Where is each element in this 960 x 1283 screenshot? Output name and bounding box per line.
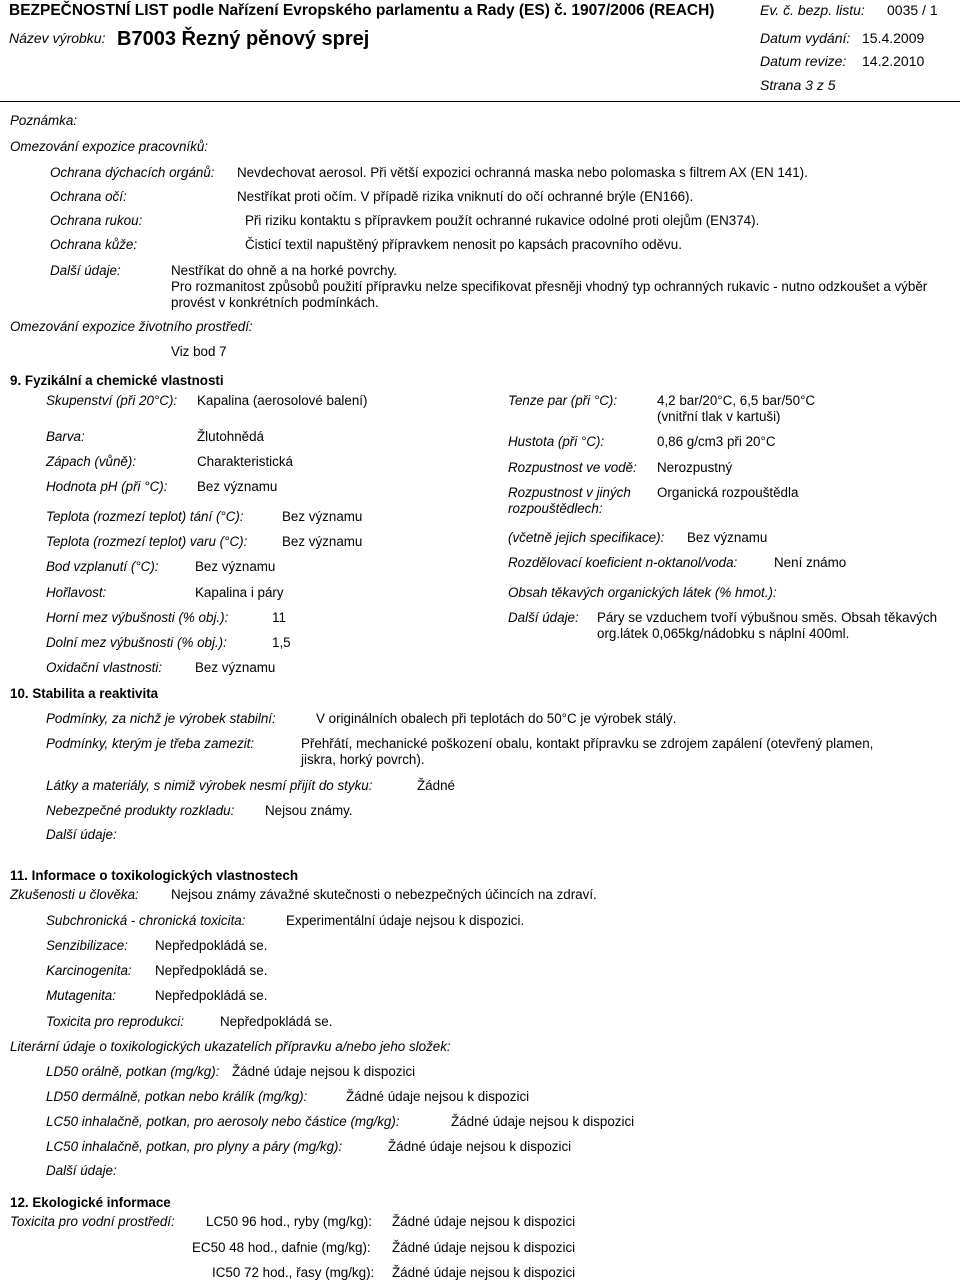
issued-label: Datum vydání: xyxy=(760,30,851,46)
carcinogenicity-label: Karcinogenita: xyxy=(46,963,132,978)
stable-conditions-label: Podmínky, za nichž je výrobek stabilní: xyxy=(46,711,276,726)
hands-value: Při riziku kontaktu s přípravkem použít ochranné rukavice odolné proti olejům (EN374). xyxy=(245,213,760,228)
ev-number-value: 0035 / 1 xyxy=(887,2,938,18)
ph-label: Hodnota pH (při °C): xyxy=(46,479,168,494)
daphnia-label: EC50 48 hod., dafnie (mg/kg): xyxy=(192,1240,371,1255)
page-indicator: Strana 3 z 5 xyxy=(760,77,836,93)
carcinogenicity-value: Nepředpokládá se. xyxy=(155,963,268,978)
issued-value: 15.4.2009 xyxy=(862,30,925,46)
stable-conditions-value: V originálních obalech při teplotách do 50°C je výrobek stálý. xyxy=(316,711,677,726)
skin-label: Ochrana kůže: xyxy=(50,237,138,252)
oxidizing-label: Oxidační vlastnosti: xyxy=(46,660,163,675)
color-value: Žlutohnědá xyxy=(197,429,265,444)
header-divider xyxy=(0,101,960,102)
respiratory-value: Nevdechovat aerosol. Při větší expozici ochranná maska nebo polomaska s filtrem AX (EN 141). xyxy=(237,165,808,180)
algae-label: IC50 72 hod., řasy (mg/kg): xyxy=(212,1265,375,1280)
voc-label: Obsah těkavých organických látek (% hmot.): xyxy=(508,585,777,600)
aquatic-toxicity-label: Toxicita pro vodní prostředí: xyxy=(10,1214,175,1229)
upper-limit-label: Horní mez výbušnosti (% obj.): xyxy=(46,610,229,625)
lc50-aerosol-label: LC50 inhalačně, potkan, pro aerosoly nebo částice (mg/kg): xyxy=(46,1114,400,1129)
revision-value: 14.2.2010 xyxy=(862,53,925,69)
s9-other-label: Další údaje: xyxy=(508,610,579,625)
ld50-oral-label: LD50 orálně, potkan (mg/kg): xyxy=(46,1064,220,1079)
density-value: 0,86 g/cm3 při 20°C xyxy=(657,434,776,449)
odor-label: Zápach (vůně): xyxy=(46,454,137,469)
avoid-conditions-label: Podmínky, kterým je třeba zamezit: xyxy=(46,736,255,751)
oxidizing-value: Bez významu xyxy=(195,660,276,675)
water-solubility-value: Nerozpustný xyxy=(657,460,733,475)
reproductive-label: Toxicita pro reprodukci: xyxy=(46,1014,184,1029)
ld50-oral-value: Žádné údaje nejsou k dispozici xyxy=(232,1064,416,1079)
section-11-heading: 11. Informace o toxikologických vlastnostech xyxy=(10,868,298,883)
product-name: B7003 Řezný pěnový sprej xyxy=(117,28,370,50)
density-label: Hustota (při °C): xyxy=(508,434,605,449)
boil-label: Teplota (rozmezí teplot) varu (°C): xyxy=(46,534,248,549)
human-experience-label: Zkušenosti u člověka: xyxy=(10,887,139,902)
s11-other-label: Další údaje: xyxy=(46,1163,117,1178)
incompatible-value: Žádné xyxy=(417,778,455,793)
sensitization-label: Senzibilizace: xyxy=(46,938,128,953)
state-label: Skupenství (při 20°C): xyxy=(46,393,178,408)
decomposition-value: Nejsou známy. xyxy=(265,803,353,818)
sensitization-value: Nepředpokládá se. xyxy=(155,938,268,953)
state-value: Kapalina (aerosolové balení) xyxy=(197,393,368,408)
incompatible-label: Látky a materiály, s nimiž výrobek nesmí přijít do styku: xyxy=(46,778,373,793)
reproductive-value: Nepředpokládá se. xyxy=(220,1014,333,1029)
melt-label: Teplota (rozmezí teplot) tání (°C): xyxy=(46,509,244,524)
section-10-heading: 10. Stabilita a reaktivita xyxy=(10,686,159,701)
color-label: Barva: xyxy=(46,429,85,444)
other-value-1: Nestříkat do ohně a na horké povrchy. xyxy=(171,263,398,278)
solvent-solubility-label-1: Rozpustnost v jiných xyxy=(508,485,631,500)
section-9-heading: 9. Fyzikální a chemické vlastnosti xyxy=(10,373,224,388)
lc50-gas-value: Žádné údaje nejsou k dispozici xyxy=(388,1139,572,1154)
flammability-value: Kapalina i páry xyxy=(195,585,284,600)
other-value-2: Pro rozmanitost způsobů použití přípravku nelze specifikovat přesněji vhodný typ ochranných rukavic - nutno odzkoušet a výběr provést v konkrétních podmínkách. xyxy=(171,279,928,311)
eyes-value: Nestříkat proti očím. V případě rizika vniknutí do očí ochranné brýle (EN166). xyxy=(237,189,694,204)
ph-value: Bez významu xyxy=(197,479,278,494)
mutagenicity-label: Mutagenita: xyxy=(46,988,116,1003)
subchronic-label: Subchronická - chronická toxicita: xyxy=(46,913,246,928)
env-exposure-value: Viz bod 7 xyxy=(171,344,227,359)
product-label: Název výrobku: xyxy=(9,30,106,46)
algae-value: Žádné údaje nejsou k dispozici xyxy=(392,1265,576,1280)
sheet-title: BEZPEČNOSTNÍ LIST podle Nařízení Evropského parlamentu a Rady (ES) č. 1907/2006 (REACH) xyxy=(9,2,715,19)
lc50-gas-label: LC50 inhalačně, potkan, pro plyny a páry (mg/kg): xyxy=(46,1139,343,1154)
lower-limit-value: 1,5 xyxy=(272,635,291,650)
odor-value: Charakteristická xyxy=(197,454,293,469)
ev-number-label: Ev. č. bezp. listu: xyxy=(760,2,865,18)
fish-label: LC50 96 hod., ryby (mg/kg): xyxy=(206,1214,372,1229)
human-experience-value: Nejsou známy závažné skutečnosti o nebezpečných účincích na zdraví. xyxy=(171,887,597,902)
hands-label: Ochrana rukou: xyxy=(50,213,143,228)
env-exposure-label: Omezování expozice životního prostředí: xyxy=(10,319,253,334)
water-solubility-label: Rozpustnost ve vodě: xyxy=(508,460,637,475)
solvent-solubility-value: Organická rozpouštědla xyxy=(657,485,799,500)
exposure-workers-label: Omezování expozice pracovníků: xyxy=(10,139,208,154)
melt-value: Bez významu xyxy=(282,509,363,524)
lower-limit-label: Dolní mez výbušnosti (% obj.): xyxy=(46,635,227,650)
literature-label: Literární údaje o toxikologických ukazatelích přípravku a/nebo jeho složek: xyxy=(10,1039,451,1054)
ld50-dermal-label: LD50 dermálně, potkan nebo králík (mg/kg): xyxy=(46,1089,308,1104)
solvent-solubility-label-2: rozpouštědlech: xyxy=(508,501,603,516)
flash-label: Bod vzplanutí (°C): xyxy=(46,559,159,574)
fish-value: Žádné údaje nejsou k dispozici xyxy=(392,1214,576,1229)
vapor-pressure-value-1: 4,2 bar/20°C, 6,5 bar/50°C xyxy=(657,393,816,408)
lc50-aerosol-value: Žádné údaje nejsou k dispozici xyxy=(451,1114,635,1129)
eyes-label: Ochrana očí: xyxy=(50,189,127,204)
upper-limit-value: 11 xyxy=(272,610,286,625)
flammability-label: Hořlavost: xyxy=(46,585,107,600)
partition-label: Rozdělovací koeficient n-oktanol/voda: xyxy=(508,555,738,570)
vapor-pressure-value-2: (vnitřní tlak v kartuši) xyxy=(657,409,781,424)
boil-value: Bez významu xyxy=(282,534,363,549)
decomposition-label: Nebezpečné produkty rozkladu: xyxy=(46,803,235,818)
vapor-pressure-label: Tenze par (při °C): xyxy=(508,393,618,408)
specification-value: Bez významu xyxy=(687,530,768,545)
revision-label: Datum revize: xyxy=(760,53,847,69)
note-label: Poznámka: xyxy=(10,113,77,128)
respiratory-label: Ochrana dýchacích orgánů: xyxy=(50,165,215,180)
specification-label: (včetně jejich specifikace): xyxy=(508,530,665,545)
document-header xyxy=(0,0,960,101)
subchronic-value: Experimentální údaje nejsou k dispozici. xyxy=(286,913,525,928)
daphnia-value: Žádné údaje nejsou k dispozici xyxy=(392,1240,576,1255)
s9-other-value: Páry se vzduchem tvoří výbušnou směs. Obsah těkavých org.látek 0,065kg/nádobku s náplní 400ml. xyxy=(597,610,938,642)
mutagenicity-value: Nepředpokládá se. xyxy=(155,988,268,1003)
skin-value: Čisticí textil napuštěný přípravkem nenosit po kapsách pracovního oděvu. xyxy=(245,237,682,252)
s10-other-label: Další údaje: xyxy=(46,827,117,842)
flash-value: Bez významu xyxy=(195,559,276,574)
ld50-dermal-value: Žádné údaje nejsou k dispozici xyxy=(346,1089,530,1104)
partition-value: Není známo xyxy=(774,555,847,570)
section-12-heading: 12. Ekologické informace xyxy=(10,1195,171,1210)
other-label: Další údaje: xyxy=(50,263,121,278)
avoid-conditions-value: Přehřátí, mechanické poškození obalu, kontakt přípravku se zdrojem zapálení (otevřený plamen, jiskra, horký povrch). xyxy=(301,736,874,768)
